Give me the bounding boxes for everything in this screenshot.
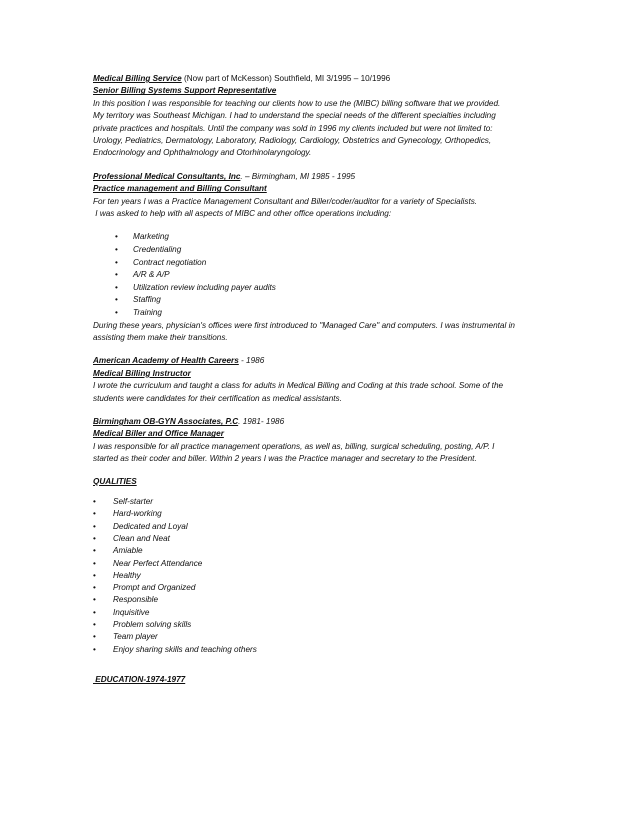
- list-item: • Self-starter: [93, 496, 573, 508]
- job-description-line: During these years, physician's offices were first introduced to "Managed Care" and computers. I was instrumental in: [93, 320, 515, 330]
- company-name: American Academy of Health Careers: [93, 356, 239, 366]
- job-american-academy: [93, 355, 573, 405]
- job-title: Practice management and Billing Consultant: [93, 184, 267, 194]
- list-item: • Dedicated and Loyal: [93, 521, 573, 533]
- qualities-heading: QUALITIES: [93, 476, 137, 486]
- list-item: • Staffing: [93, 294, 573, 307]
- list-item: • Hard-working: [93, 508, 573, 520]
- job-birmingham-obgyn: [93, 416, 573, 466]
- list-item: • Problem solving skills: [93, 619, 573, 631]
- job-medical-billing-service: [93, 73, 573, 160]
- job-description-line: I was responsible for all practice management operations, as well as, billing, surgical scheduling, posting, A/P. I: [93, 441, 495, 451]
- list-item: • Team player: [93, 631, 573, 643]
- list-item: • Enjoy sharing skills and teaching others: [93, 644, 573, 656]
- company-details: - 1986: [238, 356, 265, 366]
- list-item: • Credentialing: [93, 244, 573, 257]
- job-description-line: I was asked to help with all aspects of MIBC and other office operations including:: [93, 209, 392, 219]
- company-details: . – Birmingham, MI 1985 - 1995: [240, 171, 356, 181]
- list-item: • A/R & A/P: [93, 269, 573, 282]
- qualities-section: [93, 476, 573, 656]
- job-header: [93, 73, 573, 85]
- company-details: . 1981- 1986: [238, 417, 285, 427]
- duties-list: [93, 231, 573, 319]
- job-description-line: Endocrinology and Ophthalmology and Otorhinolaryngology.: [93, 148, 312, 158]
- job-header: [93, 416, 573, 428]
- company-name: Medical Billing Service: [93, 74, 182, 83]
- qualities-list: [93, 496, 573, 656]
- job-header: [93, 355, 573, 367]
- list-item: • Contract negotiation: [93, 257, 573, 270]
- job-description-line: started as their coder and biller. Within 2 years I was the Practice manager and secretary to the President.: [93, 454, 477, 464]
- list-item: • Training: [93, 307, 573, 320]
- list-item: • Clean and Neat: [93, 533, 573, 545]
- list-item: • Utilization review including payer audits: [93, 282, 573, 295]
- company-name: Birmingham OB-GYN Associates, P.C: [93, 417, 239, 427]
- job-title: Medical Biller and Office Manager: [93, 429, 224, 439]
- list-item: • Near Perfect Attendance: [93, 558, 573, 570]
- education-section: [93, 674, 573, 686]
- job-description-line: students were candidates for their certification as medical assistants.: [93, 393, 342, 403]
- company-details: (Now part of McKesson) Southfield, MI 3/1995 – 10/1996: [181, 74, 391, 83]
- job-professional-medical-consultants: [93, 171, 573, 345]
- list-item: • Inquisitive: [93, 607, 573, 619]
- list-item: • Responsible: [93, 594, 573, 606]
- education-heading: EDUCATION-1974-1977: [93, 674, 186, 684]
- job-title: Senior Billing Systems Support Representative: [93, 86, 277, 96]
- list-item: • Marketing: [93, 231, 573, 244]
- job-title: Medical Billing Instructor: [93, 368, 191, 378]
- company-name: Professional Medical Consultants, Inc: [93, 171, 241, 181]
- job-description-line: I wrote the curriculum and taught a class for adults in Medical Billing and Coding at this trade school. Some of the: [93, 381, 504, 391]
- list-item: • Prompt and Organized: [93, 582, 573, 594]
- job-header: [93, 171, 573, 183]
- job-description-line: assisting them make their transitions.: [93, 333, 228, 343]
- resume-page: [93, 73, 573, 686]
- list-item: • Healthy: [93, 570, 573, 582]
- job-description-line: private practices and hospitals. Until the company was sold in 1996 my clients included but were not limited to:: [93, 123, 493, 133]
- job-description-line: For ten years I was a Practice Management Consultant and Biller/coder/auditor for a variety of Specialists.: [93, 196, 478, 206]
- job-description-line: Urology, Pediatrics, Dermatology, Laboratory, Radiology, Cardiology, Obstetrics and Gynecology, Orthopedics,: [93, 136, 492, 146]
- list-item: • Amiable: [93, 545, 573, 557]
- job-description-line: My territory was Southeast Michigan. I had to understand the special needs of the different specialties including: [93, 111, 496, 121]
- job-description-line: In this position I was responsible for teaching our clients how to use the (MIBC) billing software that we provided.: [93, 98, 501, 108]
